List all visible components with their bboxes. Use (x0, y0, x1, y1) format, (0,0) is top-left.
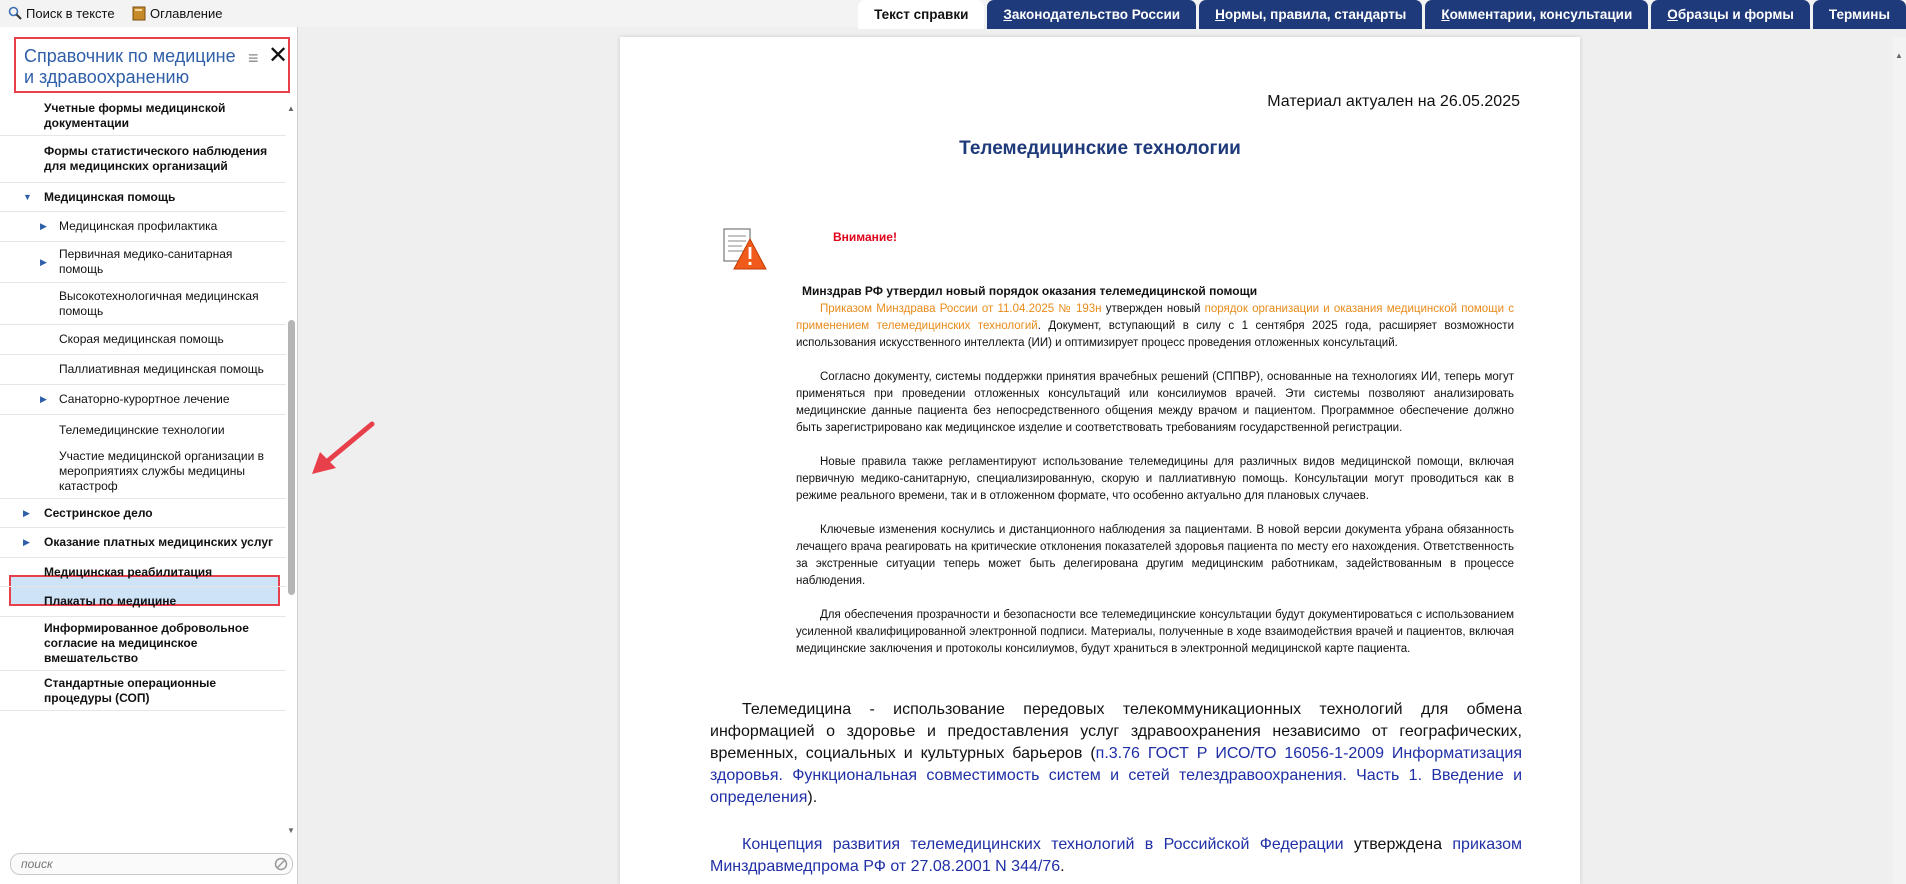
tab-0[interactable]: Текст справки (858, 0, 984, 29)
contents-label: Оглавление (150, 5, 223, 21)
notice-paragraph-4: Ключевые изменения коснулись и дистанционного наблюдения за пациентами. В новой версии документа убрана обязанность лечащего врача реагировать на критические отклонения показателей здоровья пациента по месту его нахождения. Ответственность за экстренные ситуации теперь может быть делегирована другим медицинским работникам, задействованным в процессе наблюдения. (796, 524, 1514, 587)
sidebar-title[interactable]: Справочник по медицине и здравоохранению (24, 46, 236, 87)
contents-tree (0, 99, 286, 859)
actual-date: Материал актуален на 26.05.2025 (1267, 93, 1520, 110)
tree-item[interactable] (0, 558, 286, 587)
tree-item[interactable] (0, 355, 286, 385)
sidebar-scrollbar[interactable] (286, 102, 297, 835)
search-in-text-button[interactable] (8, 3, 115, 23)
tree-item-label: Телемедицинские технологии (59, 422, 225, 437)
tree-item-label: Учетные формы медицинской документации (44, 101, 226, 130)
collapsed-arrow-icon[interactable]: ▶ (40, 221, 47, 231)
notice-paragraph-3: Новые правила также регламентируют использование телемедицины для различных видов медицинской помощи, включая первичную медико-санитарную, специализированную, скорую и паллиативную помощь. Консультации могут проводиться как в режиме реального времени, так и в отложенном формате, что особенно актуально для плановых случаев. (796, 456, 1514, 502)
tree-item-label: Медицинская реабилитация (44, 564, 213, 579)
collapsed-arrow-icon[interactable]: ▶ (40, 256, 47, 267)
tab-bar (855, 0, 1906, 29)
expanded-arrow-icon[interactable]: ▼ (23, 191, 32, 202)
tree-item-label: Медицинская помощь (44, 189, 176, 204)
attention-label: Внимание! (833, 230, 897, 244)
scroll-down-icon[interactable]: ▼ (287, 826, 295, 835)
tree-item-label: Стандартные операционные процедуры (СОП) (44, 675, 217, 705)
collapsed-arrow-icon[interactable]: ▶ (23, 537, 30, 547)
scroll-up-icon[interactable]: ▲ (287, 104, 295, 113)
tree-item[interactable] (0, 499, 286, 528)
scrollbar-thumb[interactable] (288, 320, 295, 595)
tree-item[interactable] (0, 325, 286, 355)
document-warning-icon (720, 227, 775, 272)
tree-item[interactable] (0, 617, 286, 671)
document-page (620, 37, 1580, 884)
tree-item[interactable] (0, 283, 286, 325)
annotation-arrow-icon (310, 420, 376, 478)
clear-search-icon[interactable] (274, 857, 288, 871)
tree-item-label: Участие медицинской организации в мероприятиях службы медицины катастроф (59, 449, 265, 493)
tree-item-label: Скорая медицинская помощь (59, 332, 224, 346)
tree-item[interactable] (0, 587, 286, 617)
gost-link[interactable]: п.3.76 ГОСТ Р ИСО/ТО 16056-1-2009 Информатизация здоровья. Функциональная совместимость систем и сетей телездравоохранения. Часть 1. Введение и определения (710, 745, 1523, 806)
menu-icon[interactable]: ≡ (248, 48, 259, 68)
top-toolbar (0, 0, 1906, 27)
tree-item-label: Высокотехнологичная медицинская помощь (59, 288, 259, 318)
tree-item[interactable] (0, 136, 286, 183)
tree-item[interactable] (0, 671, 286, 711)
magnifier-icon (8, 6, 22, 20)
notice-heading: Минздрав РФ утвердил новый порядок оказания телемедицинской помощи (802, 284, 1258, 298)
ministry-order-link[interactable]: приказом Минздравмедпрома РФ от 27.08.2001 N 344/76 (710, 836, 1522, 875)
tree-item-label: Плакаты по медицине (44, 594, 177, 608)
tree-item[interactable] (0, 212, 286, 242)
tree-item-label: Оказание платных медицинских услуг (44, 535, 273, 549)
tree-item[interactable] (0, 445, 286, 499)
tree-item-label: Медицинская профилактика (59, 219, 218, 233)
tab-1[interactable]: З аконодательство России (987, 0, 1196, 29)
document-title: Телемедицинские технологии (959, 138, 1241, 159)
notice-paragraph-5: Для обеспечения прозрачности и безопасности все телемедицинские консультации будут документироваться с использованием усиленной квалифицированной электронной подписи. Материалы, полученные в ходе взаимодействия врачей и пациентов, включая медицинские заключения и протоколы консилиумов, будут храниться в электронной медицинской карте пациента. (796, 609, 1514, 655)
sidebar (0, 27, 298, 884)
collapsed-arrow-icon[interactable]: ▶ (23, 507, 30, 518)
order-link[interactable]: Приказом Минздрава России от 11.04.2025 № 193н (820, 303, 1102, 315)
sidebar-header (14, 37, 290, 93)
scroll-up-icon[interactable]: ▲ (1895, 51, 1903, 60)
collapsed-arrow-icon[interactable]: ▶ (40, 394, 47, 404)
search-input[interactable] (21, 856, 261, 872)
concept-link[interactable]: Концепция развития телемедицинских технологий в Российской Федерации (742, 836, 1344, 853)
tab-4[interactable]: О бразцы и формы (1651, 0, 1810, 29)
tree-item-label: Санаторно-курортное лечение (59, 392, 230, 406)
body-paragraph-2: Концепция развития телемедицинских технологий в Российской Федерации утверждена приказом Минздравмедпрома РФ от 27.08.2001 N 344/76. (710, 836, 1522, 875)
tab-3[interactable]: К омментарии, консультации (1425, 0, 1648, 29)
procedure-link[interactable]: порядок организации и оказания медицинской помощи с применением телемедицинских технологий (796, 303, 1514, 332)
tab-5[interactable]: Термины (1813, 0, 1906, 29)
close-icon[interactable]: ✕ (268, 42, 289, 69)
tree-item-label: Первичная медико-санитарная помощь (59, 247, 233, 276)
tree-item-label: Информированное добровольное согласие на медицинское вмешательство (44, 621, 249, 665)
tree-item-label: Формы статистического наблюдения для медицинских организаций (44, 144, 268, 173)
search-in-text-label: Поиск в тексте (26, 5, 115, 21)
main-scrollbar[interactable] (1893, 37, 1906, 884)
notice-paragraph-1: Приказом Минздрава России от 11.04.2025 № 193н утвержден новый порядок организации и оказания медицинской помощи с применением телемедицинских технологий. Документ, вступающий в силу с 1 сентября 2025 года, расширяет возможности использования искусственного интеллекта (ИИ) и оптимизирует процесс проведения отложенных консультаций. (796, 303, 1515, 349)
contents-button[interactable] (132, 3, 222, 23)
tree-item[interactable] (0, 242, 286, 283)
tree-item[interactable] (0, 385, 286, 415)
book-icon (132, 6, 146, 21)
body-paragraph-1: Телемедицина - использование передовых телекоммуникационных технологий для обмена информацией о здоровье и предоставления услуг здравоохранения независимо от географических, временных, социальных и культурных барьеров (п.3.76 ГОСТ Р ИСО/ТО 16056-1-2009 Информатизация здоровья. Функциональная совместимость систем и сетей телездравоохранения. Часть 1. Введение и определения). (710, 701, 1523, 806)
tree-item-label: Паллиативная медицинская помощь (59, 362, 264, 376)
tab-2[interactable]: Н ормы, правила, стандарты (1199, 0, 1422, 29)
tree-item-selected[interactable] (0, 415, 286, 445)
notice-paragraph-2: Согласно документу, системы поддержки принятия врачебных решений (СППВР), основанные на технологиях ИИ, теперь могут применяться при проведении отложенных консультаций или консилиумов врачей. Эти системы позволяют анализировать медицинские данные пациента без непосредственного общения между врачом и пациентом. Программное обеспечение должно быть зарегистрировано как медицинское изделие и соответствовать требованиям государственной регистрации. (796, 371, 1514, 434)
sidebar-search (10, 853, 293, 875)
tree-item-label: Сестринское дело (44, 505, 153, 520)
tree-item[interactable] (0, 183, 286, 212)
tree-item[interactable] (0, 99, 286, 136)
tree-item[interactable] (0, 528, 286, 558)
